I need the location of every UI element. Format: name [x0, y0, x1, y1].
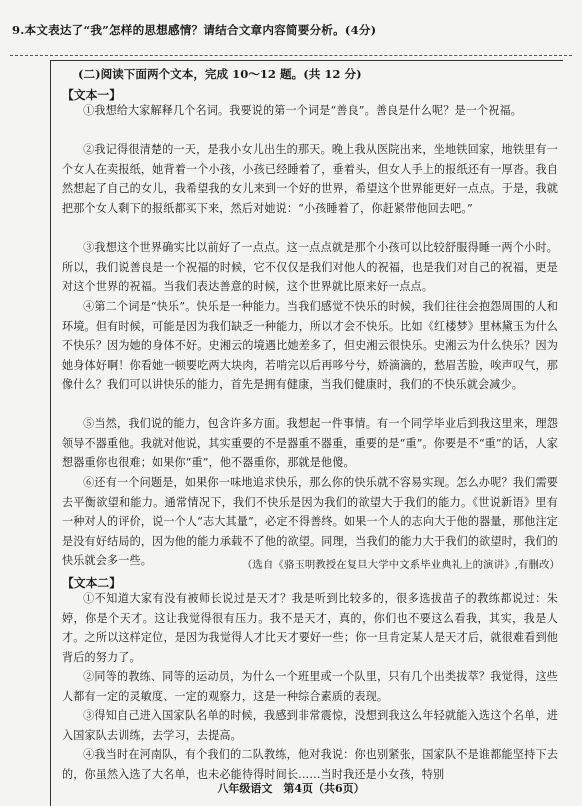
section-title: (二)阅读下面两个文本，完成 10～12 题。(共 12 分): [78, 67, 362, 81]
dashed-divider: [10, 55, 572, 56]
text1-paragraph-1: ①我想给大家解释几个名词。我要说的第一个词是“善良”。善良是什么呢？是一个祝福。: [83, 104, 522, 117]
text1-paragraph-2: ②我记得很清楚的一天，是我小女儿出生的那天。晚上我从医院出来，坐地铁回家，地铁里有一个女人在卖报纸，她背着一个小孩，小孩已经睡着了，垂着头，但女人手上的报纸还有一厚沓。我自然想起了自己的女儿，我希望我的女儿来到一个好的世界，希望这个世界能更好一点点。于是，我就把那个女人剩下的报纸都买下来，然后对她说：“小孩睡着了，你赶紧带他回去吧。”: [62, 143, 558, 215]
text1-label: 【文本一】: [62, 88, 121, 102]
text2-paragraph-4: ④我当时在河南队，有个我们的二队教练，他对我说：你也别紧张，国家队不是谁都能坚持下去的，你虽然入选了大名单，也未必能待得时间长……当时我还是小女孩，特别: [62, 748, 558, 781]
page-footer: 八年级语文 第4页（共6页）: [217, 782, 365, 795]
text2-paragraph-1: ①不知道大家有没有被师长说过是天才？我是听到比较多的，很多选拔苗子的教练都说过：朱婷，你是个天才。这让我觉得很有压力。我不是天才，真的，你们也不要这么看我，其实，我是人才。之所以这样定位，是因为我觉得人才比天才要好一些；你一旦肯定某人是天才后，就很难看到他背后的努力了。: [62, 592, 558, 664]
text2-label: 【文本二】: [62, 576, 121, 590]
text1-paragraph-3: ③我想这个世界确实比以前好了一点点。这一点点就是那个小孩可以比较舒服得睡一两个小时。所以，我们说善良是一个祝福的时候，它不仅仅是我们对他人的祝福，也是我们对自己的祝福，更是对这个世界的祝福。当我们表达善意的时候，这个世界就比原来好一点点。: [62, 241, 558, 294]
text2-paragraph-2: ②同等的教练、同等的运动员，为什么一个班里或一个队里，只有几个出类拔萃？我觉得，这些人都有一定的灵敏度、一定的观察力，这是一种综合素质的表现。: [62, 670, 558, 703]
question-9: 9.本文表达了“我”怎样的思想感情？请结合文章内容简要分析。(4分): [12, 23, 377, 37]
text2-paragraph-3: ③得知自己进入国家队名单的时候，我感到非常震惊，没想到我这么年轻就能入选这个名单，进入国家队去训练，去学习，去提高。: [62, 709, 558, 742]
text1-paragraph-5: ⑤当然，我们说的能力，包含许多方面。我想起一件事情。有一个同学毕业后到我这里来，理怨领导不器重他。我就对他说，其实重要的不是器重不器重，重要的是“重”。你要是不“重”的话，人家想器重你也很难；如果你“重”，他不器重你，那就是他傻。: [62, 417, 558, 470]
text1-source: （选自《骆玉明教授在复旦大学中文系毕业典礼上的演讲》,有删改）: [241, 559, 560, 571]
text1-paragraph-4: ④第二个词是“快乐”。快乐是一种能力。当我们感觉不快乐的时候，我们往往会抱怨周围的人和环境。但有时候，可能是因为我们缺乏一种能力，所以才会不快乐。比如《红楼梦》里林黛玉为什么不快乐？因为她的身体不好。史湘云的境遇比她差多了，但史湘云很快乐。史湘云为什么快乐？因为她身体好啊！你看她一顿要吃两大块肉，若啃完以后再哆兮兮，娇滴滴的，愁眉苦脸，唉声叹气，那像什么？我们可以讲快乐的能力，首先是拥有健康，当我们健康时，我们的不快乐就会减少。: [62, 300, 558, 392]
text1-paragraph-6: ⑥还有一个问题是，如果你一味地追求快乐，那么你的快乐就不容易实现。怎么办呢？我们需要去平衡欲望和能力。通常情况下，我们不快乐是因为我们的欲望大于我们的能力。《世说新语》里有一种对人的评价，说一个人“志大其量”，必定不得善终。如果一个人的志向大于他的器量，那他注定是没有好结局的，因为他的能力承载不了他的欲望。同理，当我们的能力大于我们的欲望时，我们的快乐就会多一些。: [62, 476, 558, 568]
